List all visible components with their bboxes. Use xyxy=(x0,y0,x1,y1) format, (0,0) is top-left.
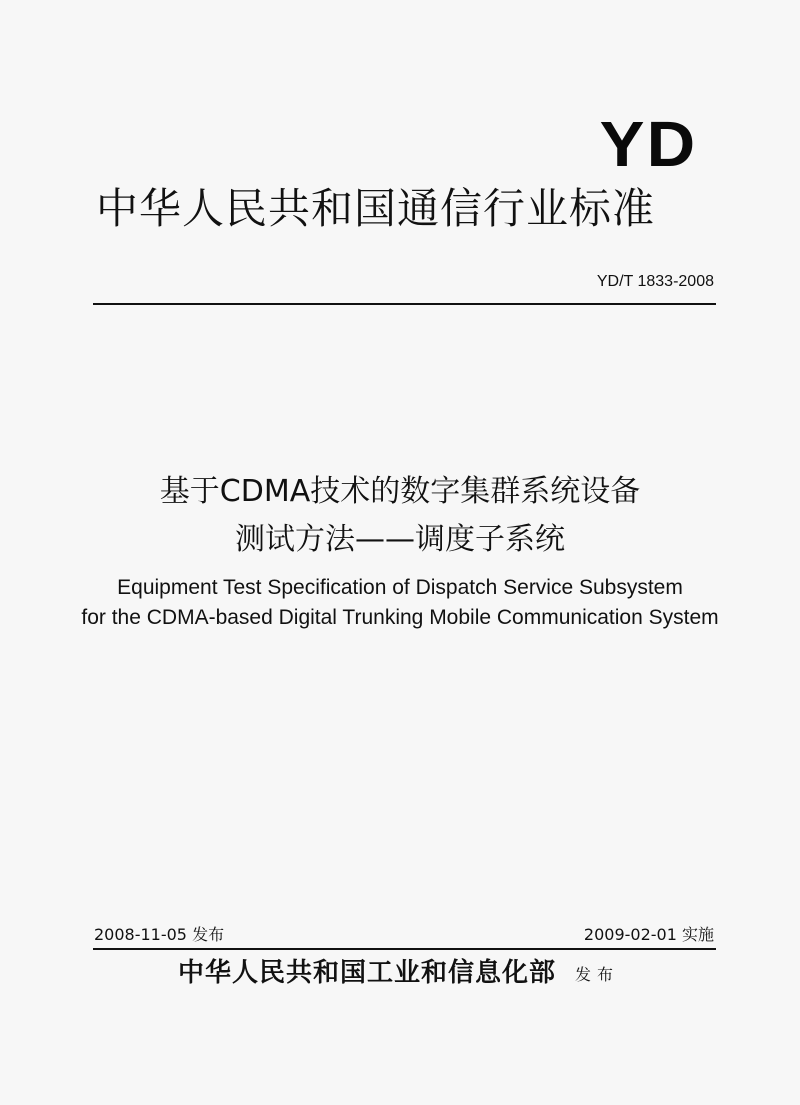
yd-logo: YD xyxy=(599,108,698,180)
title-chinese-line-1: 基于CDMA技术的数字集群系统设备 xyxy=(159,474,641,509)
bottom-divider xyxy=(93,948,716,950)
title-english-line-1: Equipment Test Specification of Dispatch Service Subsystem xyxy=(117,576,683,599)
issuing-authority: 中华人民共和国工业和信息化部 xyxy=(178,958,557,988)
top-divider xyxy=(93,303,716,305)
issue-date: 2008-11-05 发布 xyxy=(94,925,225,944)
issuing-authority-suffix: 发布 xyxy=(575,965,620,984)
implementation-date: 2009-02-01 实施 xyxy=(583,925,714,944)
standard-number: YD/T 1833-2008 xyxy=(596,273,714,290)
title-chinese-line-2: 测试方法——调度子系统 xyxy=(235,522,565,557)
standard-category-title: 中华人民共和国通信行业标准 xyxy=(96,184,656,233)
title-english-line-2: for the CDMA-based Digital Trunking Mobile Communication System xyxy=(81,606,719,629)
